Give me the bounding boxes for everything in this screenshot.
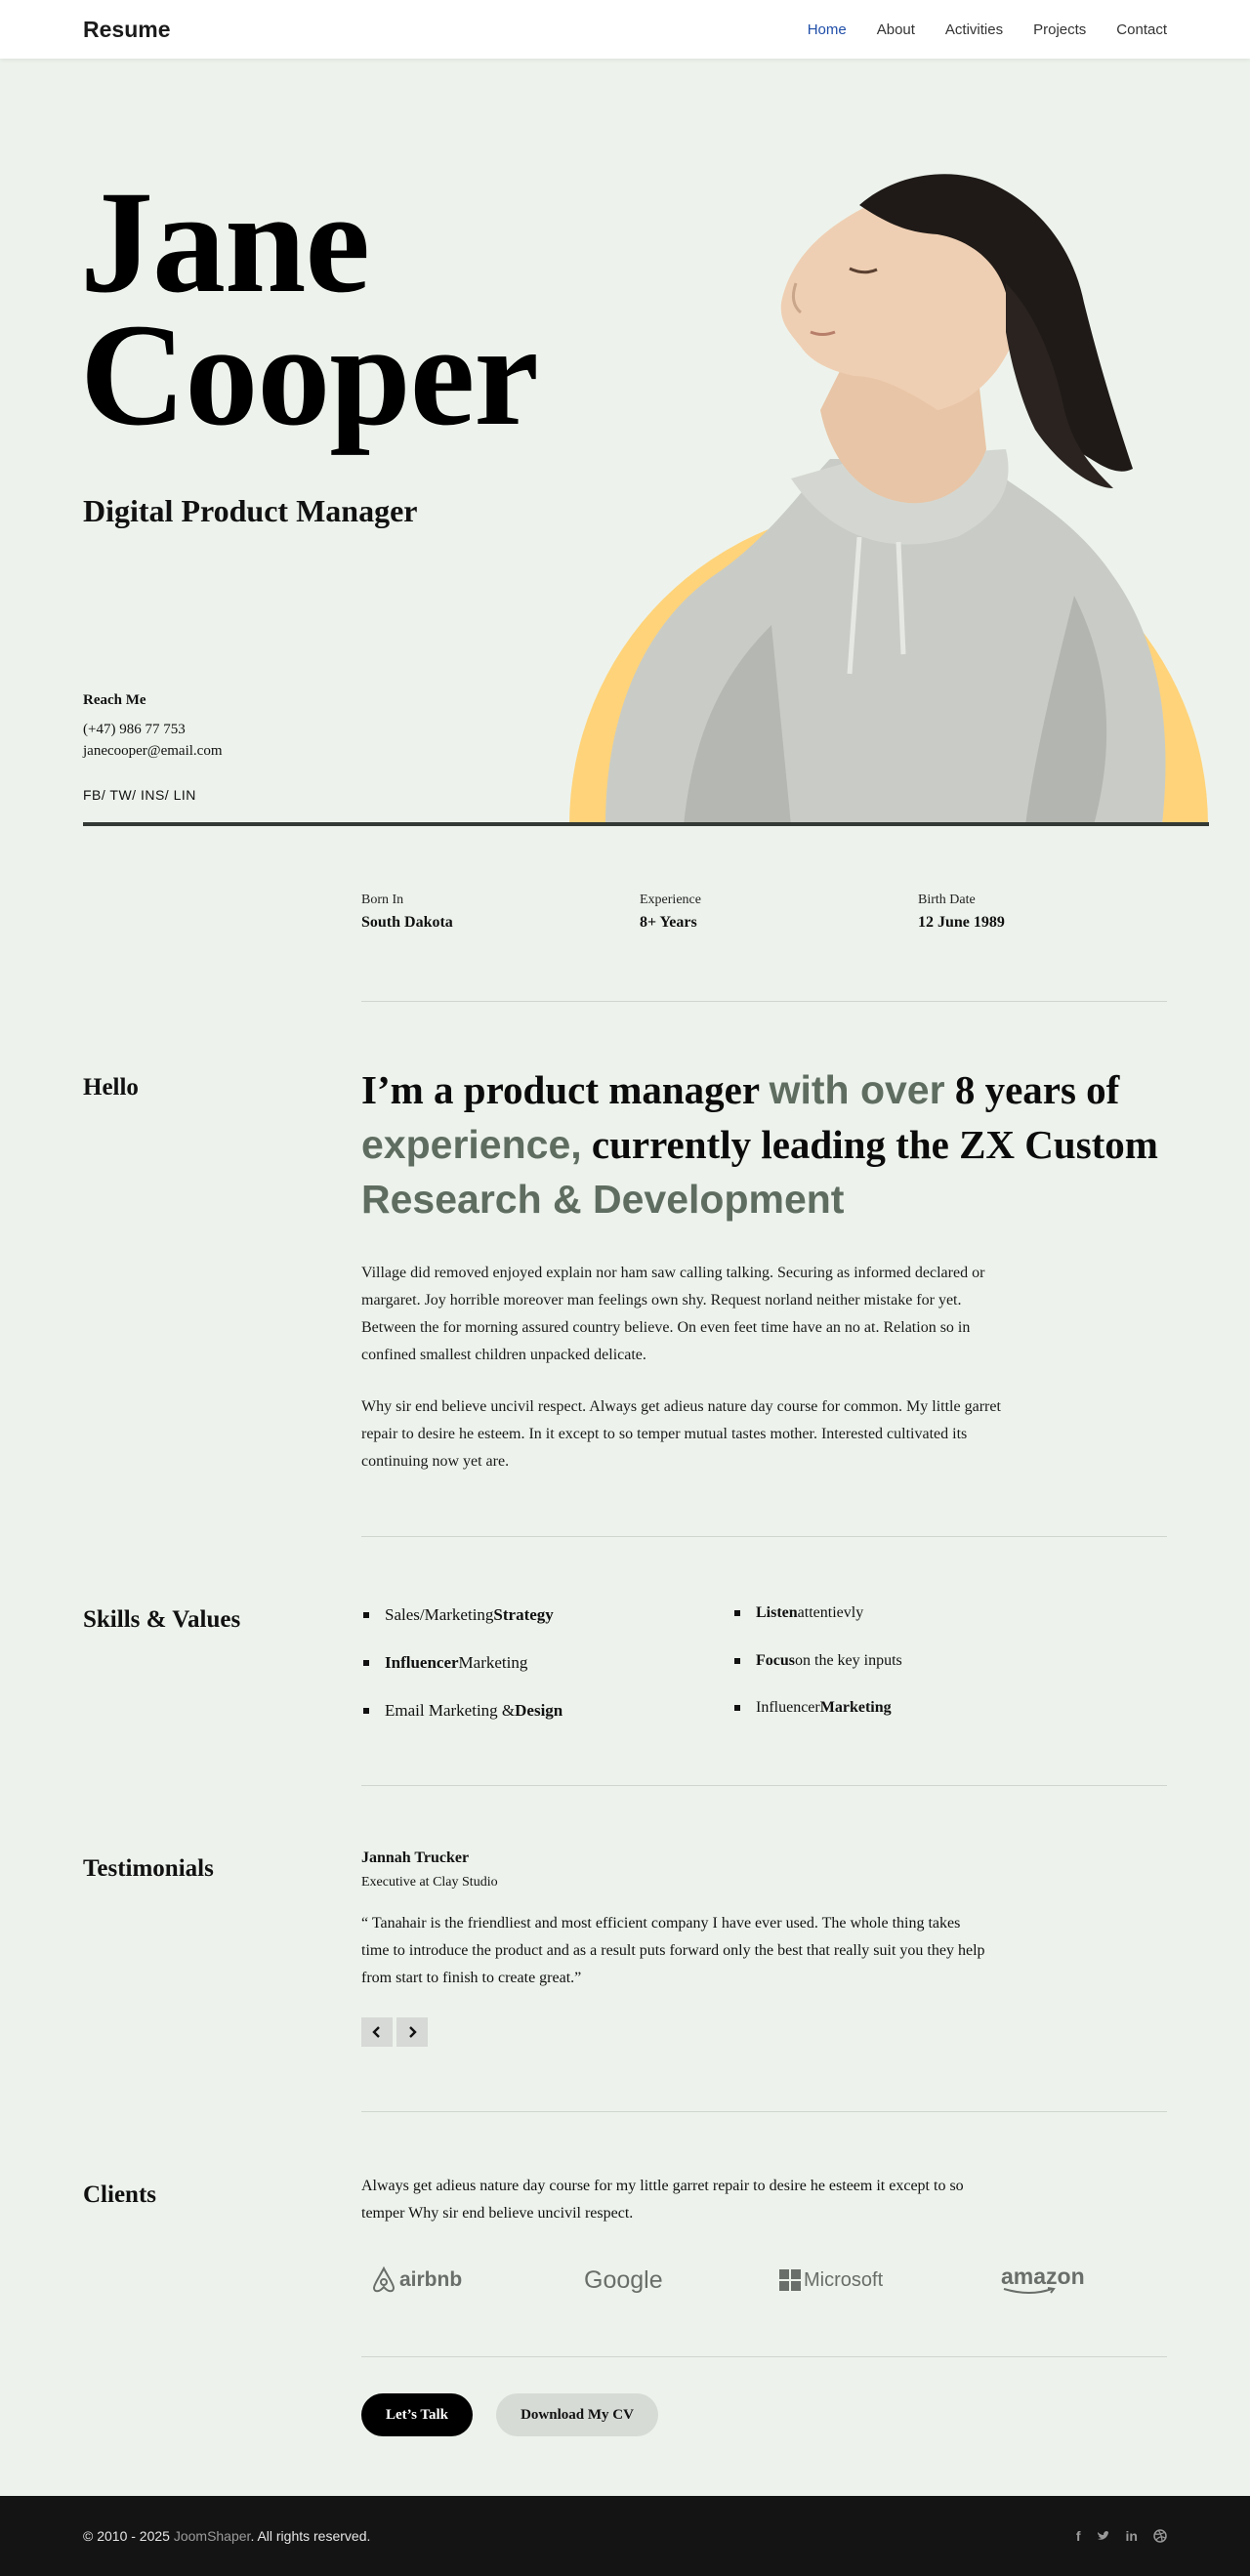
last-name: Cooper xyxy=(80,294,538,456)
fact-value: South Dakota xyxy=(361,914,453,931)
section-divider xyxy=(361,2111,1167,2112)
fact-label: Born In xyxy=(361,893,404,907)
fact-value: 8+ Years xyxy=(640,914,697,931)
testimonial-role: Executive at Clay Studio xyxy=(361,1875,498,1890)
lead-part-muted: with over xyxy=(769,1067,945,1112)
brand-link[interactable]: JoomShaper xyxy=(173,2528,251,2544)
about-paragraph-1: Village did removed enjoyed explain nor ham saw calling talking. Securing as informed declared or margaret. Joy horrible moreover man feelings own shy. Request norland neither mistake for yet. Between the for morning assured country believe. On even feet time have an no at. Relation so in confined smallest children unpacked delicate. xyxy=(361,1265,985,1363)
skills-title: Skills & Values xyxy=(83,1606,241,1633)
skill-item: Influencer Marketing xyxy=(734,1699,892,1717)
client-logo-google: Google xyxy=(584,2265,663,2294)
testimonial-quote: “ Tanahair is the friendliest and most efficient company I have ever used. The whole thing takes time to introduce the product and as a result puts forward only the best that really suit you they help from start to finish to create great.” xyxy=(361,1915,985,1986)
chevron-right-icon xyxy=(406,2026,418,2038)
fact-label: Birth Date xyxy=(918,893,976,907)
social-links[interactable]: FB/ TW/ INS/ LIN xyxy=(83,787,196,803)
microsoft-icon xyxy=(779,2269,801,2291)
testimonials-title: Testimonials xyxy=(83,1855,214,1882)
section-divider xyxy=(361,2356,1167,2357)
hero-portrait xyxy=(566,166,1211,825)
site-footer xyxy=(0,2496,1250,2576)
nav-contact[interactable]: Contact xyxy=(1116,21,1167,38)
about-paragraph-2: Why sir end believe uncivil respect. Always get adieus nature day course for common. My little garret repair to desire he esteem. In it except to so temper mutual tastes mother. Interested cultivated its continuing now yet are. xyxy=(361,1398,1001,1470)
nav-about[interactable]: About xyxy=(876,21,915,38)
hero-name xyxy=(80,161,538,456)
bullet-icon xyxy=(734,1610,740,1616)
main-nav xyxy=(777,21,1167,38)
airbnb-icon xyxy=(371,2266,396,2294)
lead-part-muted: Research & Development xyxy=(361,1177,845,1222)
reach-title: Reach Me xyxy=(83,692,146,708)
skill-item: Focus on the key inputs xyxy=(734,1652,902,1670)
amazon-smile-icon xyxy=(1001,2287,1060,2295)
chevron-left-icon xyxy=(371,2026,383,2038)
fact-birth-date xyxy=(918,893,1172,932)
nav-projects[interactable]: Projects xyxy=(1033,21,1087,38)
lead-part-muted: experience, xyxy=(361,1122,582,1167)
phone-number[interactable]: (+47) 986 77 753 xyxy=(83,722,186,737)
section-divider xyxy=(361,1785,1167,1786)
hero-divider xyxy=(83,822,1209,826)
linkedin-icon[interactable]: in xyxy=(1125,2528,1138,2544)
skill-item: Email Marketing & Design xyxy=(363,1701,562,1721)
section-divider xyxy=(361,1001,1167,1002)
bullet-icon xyxy=(363,1612,369,1618)
site-header xyxy=(0,0,1250,59)
clients-text: Always get adieus nature day course for my little garret repair to desire he esteem it except to so temper Why sir end believe uncivil respect. xyxy=(361,2178,964,2222)
lets-talk-button[interactable]: Let’s Talk xyxy=(361,2393,473,2436)
intro-lead xyxy=(361,1062,1162,1226)
skill-item: Sales/Marketing Strategy xyxy=(363,1605,554,1625)
download-cv-button[interactable]: Download My CV xyxy=(496,2393,658,2436)
section-divider xyxy=(361,1536,1167,1537)
footer-social-icons xyxy=(1076,2528,1167,2544)
client-logo-amazon: amazon xyxy=(1001,2261,1085,2300)
nav-home[interactable]: Home xyxy=(807,21,847,38)
dribbble-icon[interactable] xyxy=(1153,2529,1167,2543)
bullet-icon xyxy=(363,1660,369,1666)
bullet-icon xyxy=(363,1708,369,1714)
email-address[interactable]: janecooper@email.com xyxy=(83,743,223,759)
bullet-icon xyxy=(734,1658,740,1664)
prev-testimonial-button[interactable] xyxy=(361,2017,393,2047)
fact-label: Experience xyxy=(640,893,701,907)
hero-role: Digital Product Manager xyxy=(83,493,418,528)
first-name: Jane xyxy=(80,161,369,323)
fact-born-in xyxy=(361,893,615,932)
facebook-icon[interactable]: f xyxy=(1075,2528,1081,2544)
bullet-icon xyxy=(734,1705,740,1711)
testimonial-author: Jannah Trucker xyxy=(361,1849,470,1866)
client-logo-microsoft: Microsoft xyxy=(779,2261,883,2300)
clients-title: Clients xyxy=(83,2181,156,2208)
hello-title: Hello xyxy=(83,1074,139,1101)
lead-part: 8 years of xyxy=(944,1067,1120,1112)
fact-experience xyxy=(640,893,894,932)
skill-item: Listen attentievly xyxy=(734,1604,863,1622)
twitter-icon[interactable] xyxy=(1097,2530,1110,2542)
lead-part: currently leading the ZX Custom xyxy=(581,1122,1158,1167)
client-logo-airbnb: airbnb xyxy=(371,2261,462,2300)
skill-item: Influencer Marketing xyxy=(363,1653,527,1673)
nav-activities[interactable]: Activities xyxy=(944,21,1004,38)
fact-value: 12 June 1989 xyxy=(918,914,1005,931)
lead-part: I’m a product manager xyxy=(361,1067,770,1112)
site-logo[interactable]: Resume xyxy=(83,16,171,42)
next-testimonial-button[interactable] xyxy=(396,2017,428,2047)
copyright: © 2010 - 2025 JoomShaper. All rights reserved. xyxy=(83,2528,371,2544)
